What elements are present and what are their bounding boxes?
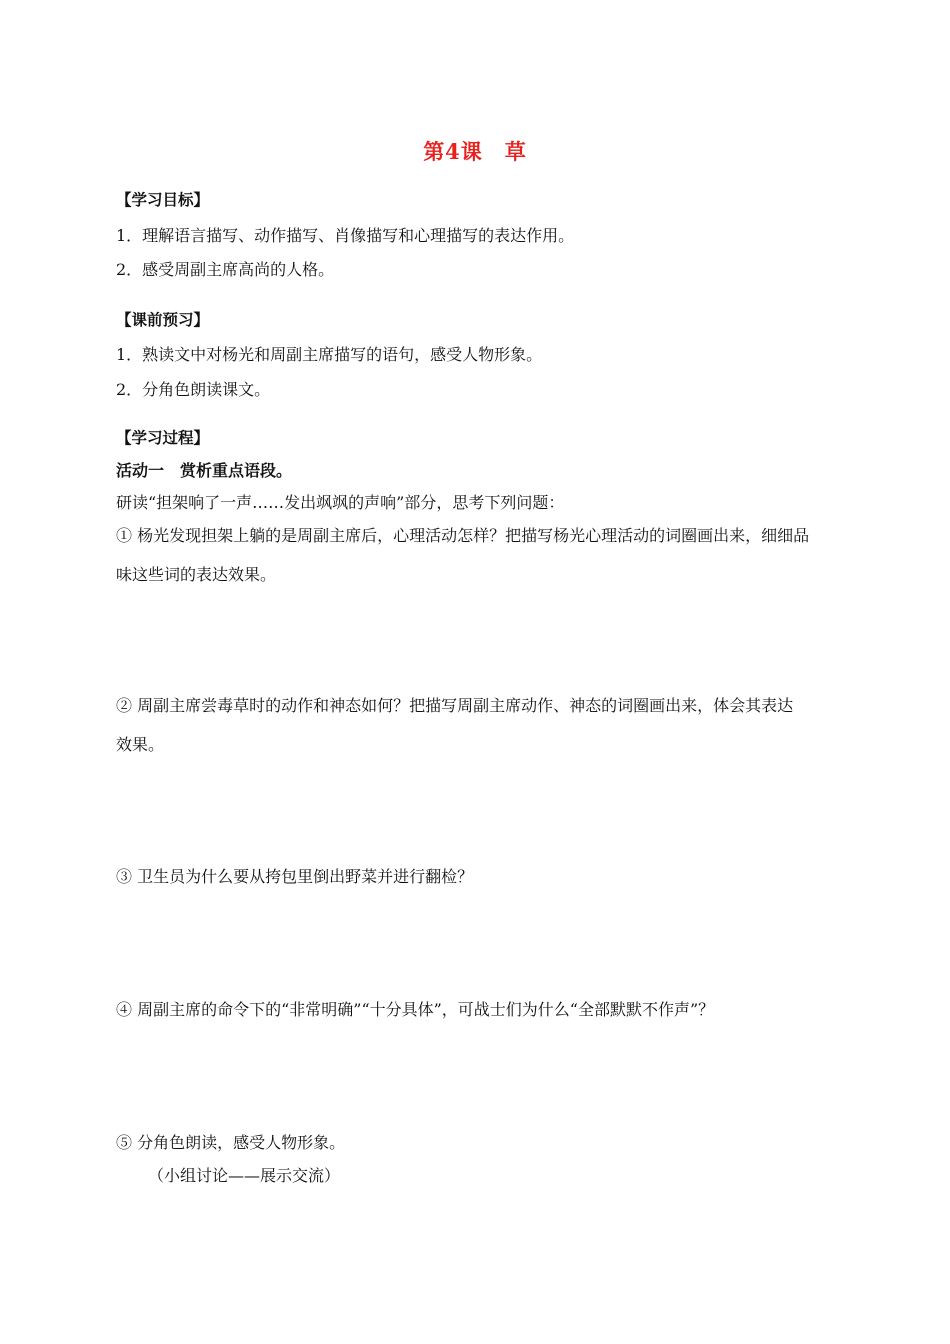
objective-item: 2．感受周副主席高尚的人格。	[116, 260, 335, 279]
question-1-line-2: 味这些词的表达效果。	[116, 565, 277, 584]
question-1-line-1: ① 杨光发现担架上躺的是周副主席后，心理活动怎样？把描写杨光心理活动的词圈画出来，细细品	[116, 526, 810, 545]
objective-item: 1．理解语言描写、动作描写、肖像描写和心理描写的表达作用。	[116, 226, 575, 245]
section-heading-objectives: 【学习目标】	[116, 190, 210, 209]
section-heading-preview: 【课前预习】	[116, 310, 210, 329]
question-2-line-2: 效果。	[116, 735, 165, 754]
question-4: ④ 周副主席的命令下的“非常明确”“十分具体”，可战士们为什么“全部默默不作声”？	[116, 1000, 715, 1019]
preview-item: 2．分角色朗读课文。	[116, 380, 271, 399]
section-heading-process: 【学习过程】	[116, 428, 210, 447]
preview-item: 1．熟读文中对杨光和周副主席描写的语句，感受人物形象。	[116, 345, 543, 364]
lesson-title: 第4课 草	[423, 139, 527, 164]
question-3: ③ 卫生员为什么要从挎包里倒出野菜并进行翻检？	[116, 867, 474, 886]
activity-intro: 研读“担架响了一声……发出飒飒的声响”部分，思考下列问题：	[116, 493, 565, 512]
question-5-note: （小组讨论——展示交流）	[148, 1166, 341, 1185]
activity-title: 活动一 赏析重点语段。	[116, 461, 293, 480]
question-5: ⑤ 分角色朗读，感受人物形象。	[116, 1133, 346, 1152]
question-2-line-1: ② 周副主席尝毒草时的动作和神态如何？把描写周副主席动作、神态的词圈画出来，体会其表达	[116, 696, 794, 715]
